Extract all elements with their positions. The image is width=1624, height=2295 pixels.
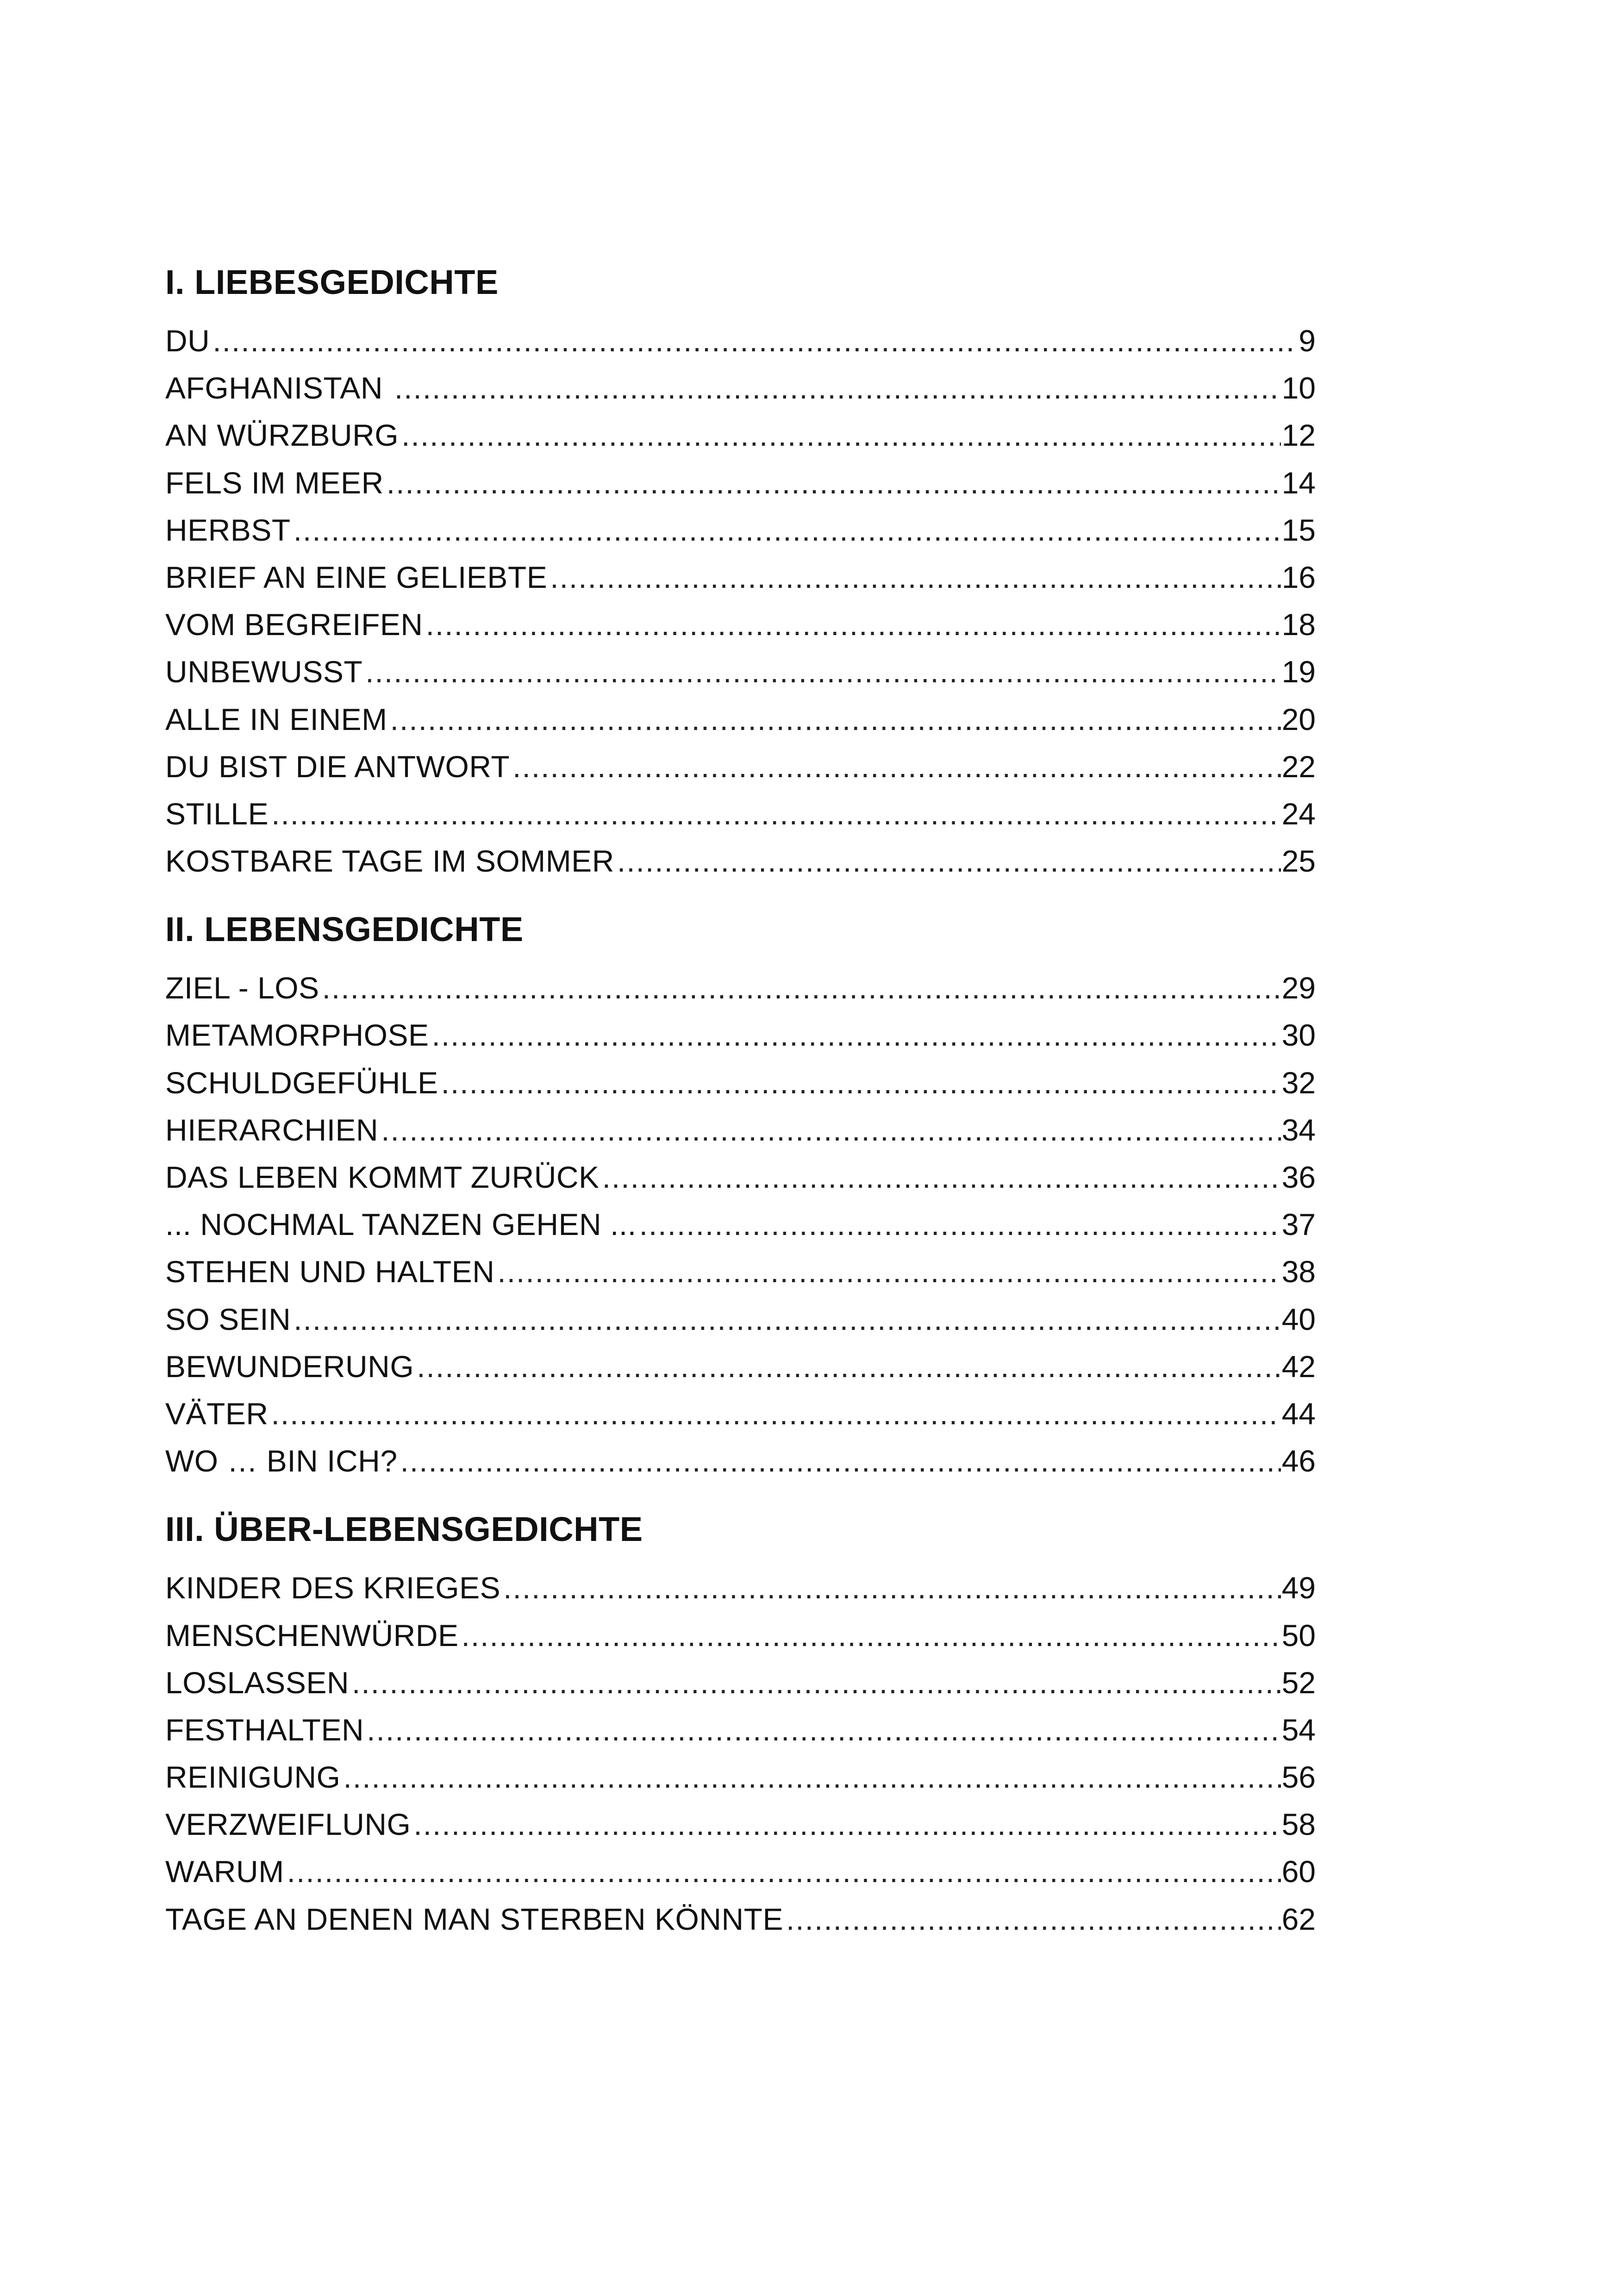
- toc-entry: [165, 1437, 1316, 1484]
- entry-page-number: 32: [1281, 1065, 1316, 1100]
- entry-title: BRIEF AN EINE GELIEBTE: [165, 560, 548, 594]
- toc-entry: [165, 1848, 1316, 1895]
- dot-leader: [387, 459, 1281, 506]
- dot-leader: [639, 1201, 1281, 1248]
- entry-title: VERZWEIFLUNG: [165, 1807, 411, 1842]
- section-entry-list: [165, 1564, 1316, 1943]
- dot-leader: [497, 1248, 1280, 1295]
- dot-leader: [786, 1896, 1281, 1943]
- entry-page-number: 56: [1281, 1760, 1316, 1795]
- dot-leader: [462, 1612, 1281, 1659]
- entry-title: DU BIST DIE ANTWORT: [165, 749, 510, 784]
- toc-entry: [165, 1201, 1316, 1248]
- entry-title: ALLE IN EINEM: [165, 702, 387, 736]
- entry-page-number: 9: [1299, 324, 1316, 358]
- dot-leader: [413, 1801, 1280, 1848]
- dot-leader: [426, 601, 1281, 648]
- entry-page-number: 29: [1281, 971, 1316, 1005]
- entry-page-number: 10: [1281, 371, 1316, 405]
- entry-title: VÄTER: [165, 1396, 269, 1431]
- entry-page-number: 34: [1281, 1112, 1316, 1147]
- toc-entry: [165, 1154, 1316, 1201]
- entry-title: BEWUNDERUNG: [165, 1349, 414, 1384]
- toc-section-2: [165, 904, 1316, 1484]
- dot-leader: [394, 364, 1281, 412]
- entry-title: METAMORPHOSE: [165, 1018, 429, 1053]
- toc-section-3: [165, 1504, 1316, 1943]
- toc-entry: [165, 1248, 1316, 1295]
- dot-leader: [344, 1753, 1281, 1801]
- entry-title: LOSLASSEN: [165, 1665, 350, 1700]
- toc-entry: [165, 648, 1316, 695]
- dot-leader: [401, 412, 1280, 459]
- dot-leader: [550, 554, 1280, 601]
- toc-entry: [165, 1011, 1316, 1059]
- entry-title: WARUM: [165, 1854, 284, 1889]
- toc-entry: [165, 1753, 1316, 1801]
- dot-leader: [271, 790, 1280, 837]
- dot-leader: [617, 837, 1281, 885]
- toc-entry: [165, 506, 1316, 554]
- section-entry-list: [165, 317, 1316, 885]
- toc-entry: [165, 1659, 1316, 1706]
- toc-section-1: [165, 257, 1316, 885]
- entry-title: KINDER DES KRIEGES: [165, 1571, 501, 1605]
- toc-entry: [165, 1296, 1316, 1343]
- entry-title: ZIEL - LOS: [165, 971, 319, 1005]
- toc-entry: [165, 601, 1316, 648]
- toc-entry: [165, 1896, 1316, 1943]
- dot-leader: [212, 317, 1298, 364]
- dot-leader: [441, 1059, 1281, 1106]
- dot-leader: [294, 1296, 1280, 1343]
- toc-entry: [165, 1564, 1316, 1611]
- toc-entry: [165, 364, 1316, 412]
- entry-page-number: 38: [1281, 1254, 1316, 1289]
- entry-page-number: 37: [1281, 1207, 1316, 1242]
- entry-title: UNBEWUSST: [165, 655, 363, 689]
- entry-page-number: 19: [1281, 655, 1316, 689]
- toc-entry: [165, 317, 1316, 364]
- dot-leader: [381, 1106, 1280, 1154]
- entry-title: VOM BEGREIFEN: [165, 607, 423, 642]
- entry-page-number: 16: [1281, 560, 1316, 594]
- entry-title: FELS IM MEER: [165, 465, 384, 500]
- toc-entry: [165, 1612, 1316, 1659]
- toc-entry: [165, 1706, 1316, 1753]
- dot-leader: [352, 1659, 1281, 1706]
- dot-leader: [367, 1706, 1280, 1753]
- entry-title: AFGHANISTAN: [165, 371, 392, 405]
- dot-leader: [431, 1011, 1280, 1059]
- section-entry-list: [165, 964, 1316, 1484]
- entry-page-number: 24: [1281, 796, 1316, 831]
- toc-entry: [165, 1106, 1316, 1154]
- entry-page-number: 30: [1281, 1018, 1316, 1053]
- entry-title: MENSCHENWÜRDE: [165, 1618, 459, 1653]
- dot-leader: [271, 1390, 1281, 1437]
- entry-page-number: 15: [1281, 512, 1316, 547]
- toc-entry: [165, 1059, 1316, 1106]
- entry-page-number: 44: [1281, 1396, 1316, 1431]
- entry-title: SO SEIN: [165, 1302, 291, 1336]
- toc-entry: [165, 554, 1316, 601]
- toc-entry: [165, 459, 1316, 506]
- entry-page-number: 46: [1281, 1444, 1316, 1478]
- entry-page-number: 22: [1281, 749, 1316, 784]
- dot-leader: [365, 648, 1280, 695]
- entry-page-number: 50: [1281, 1618, 1316, 1653]
- entry-title: TAGE AN DENEN MAN STERBEN KÖNNTE: [165, 1902, 783, 1936]
- entry-title: HERBST: [165, 512, 291, 547]
- entry-page-number: 49: [1281, 1571, 1316, 1605]
- entry-page-number: 20: [1281, 702, 1316, 736]
- dot-leader: [512, 743, 1280, 790]
- toc-entry: [165, 743, 1316, 790]
- dot-leader: [322, 964, 1281, 1011]
- toc-entry: [165, 1801, 1316, 1848]
- toc-entry: [165, 837, 1316, 885]
- toc-entry: [165, 412, 1316, 459]
- entry-page-number: 60: [1281, 1854, 1316, 1889]
- entry-page-number: 40: [1281, 1302, 1316, 1336]
- entry-title: DAS LEBEN KOMMT ZURÜCK: [165, 1160, 600, 1194]
- entry-page-number: 18: [1281, 607, 1316, 642]
- table-of-contents: [165, 257, 1316, 1943]
- entry-title: ... NOCHMAL TANZEN GEHEN ...: [165, 1207, 637, 1242]
- toc-entry: [165, 1343, 1316, 1390]
- dot-leader: [390, 696, 1281, 743]
- entry-page-number: 62: [1281, 1902, 1316, 1936]
- section-heading: I. LIEBESGEDICHTE: [165, 263, 499, 301]
- entry-title: REINIGUNG: [165, 1760, 341, 1795]
- entry-page-number: 25: [1281, 844, 1316, 879]
- entry-page-number: 58: [1281, 1807, 1316, 1842]
- entry-page-number: 14: [1281, 465, 1316, 500]
- entry-title: STEHEN UND HALTEN: [165, 1254, 495, 1289]
- entry-page-number: 12: [1281, 418, 1316, 453]
- section-heading: III. ÜBER-LEBENSGEDICHTE: [165, 1510, 643, 1549]
- entry-title: STILLE: [165, 796, 269, 831]
- dot-leader: [400, 1437, 1281, 1484]
- dot-leader: [294, 506, 1281, 554]
- entry-page-number: 42: [1281, 1349, 1316, 1384]
- dot-leader: [503, 1564, 1280, 1611]
- toc-entry: [165, 1390, 1316, 1437]
- dot-leader: [602, 1154, 1281, 1201]
- dot-leader: [287, 1848, 1281, 1895]
- entry-title: KOSTBARE TAGE IM SOMMER: [165, 844, 614, 879]
- entry-title: FESTHALTEN: [165, 1712, 364, 1747]
- entry-page-number: 36: [1281, 1160, 1316, 1194]
- toc-entry: [165, 964, 1316, 1011]
- entry-title: HIERARCHIEN: [165, 1112, 379, 1147]
- entry-title: SCHULDGEFÜHLE: [165, 1065, 438, 1100]
- toc-entry: [165, 696, 1316, 743]
- entry-page-number: 52: [1281, 1665, 1316, 1700]
- dot-leader: [417, 1343, 1280, 1390]
- section-heading: II. LEBENSGEDICHTE: [165, 910, 524, 949]
- toc-entry: [165, 790, 1316, 837]
- entry-title: AN WÜRZBURG: [165, 418, 399, 453]
- entry-page-number: 54: [1281, 1712, 1316, 1747]
- entry-title: DU: [165, 324, 210, 358]
- entry-title: WO … BIN ICH?: [165, 1444, 398, 1478]
